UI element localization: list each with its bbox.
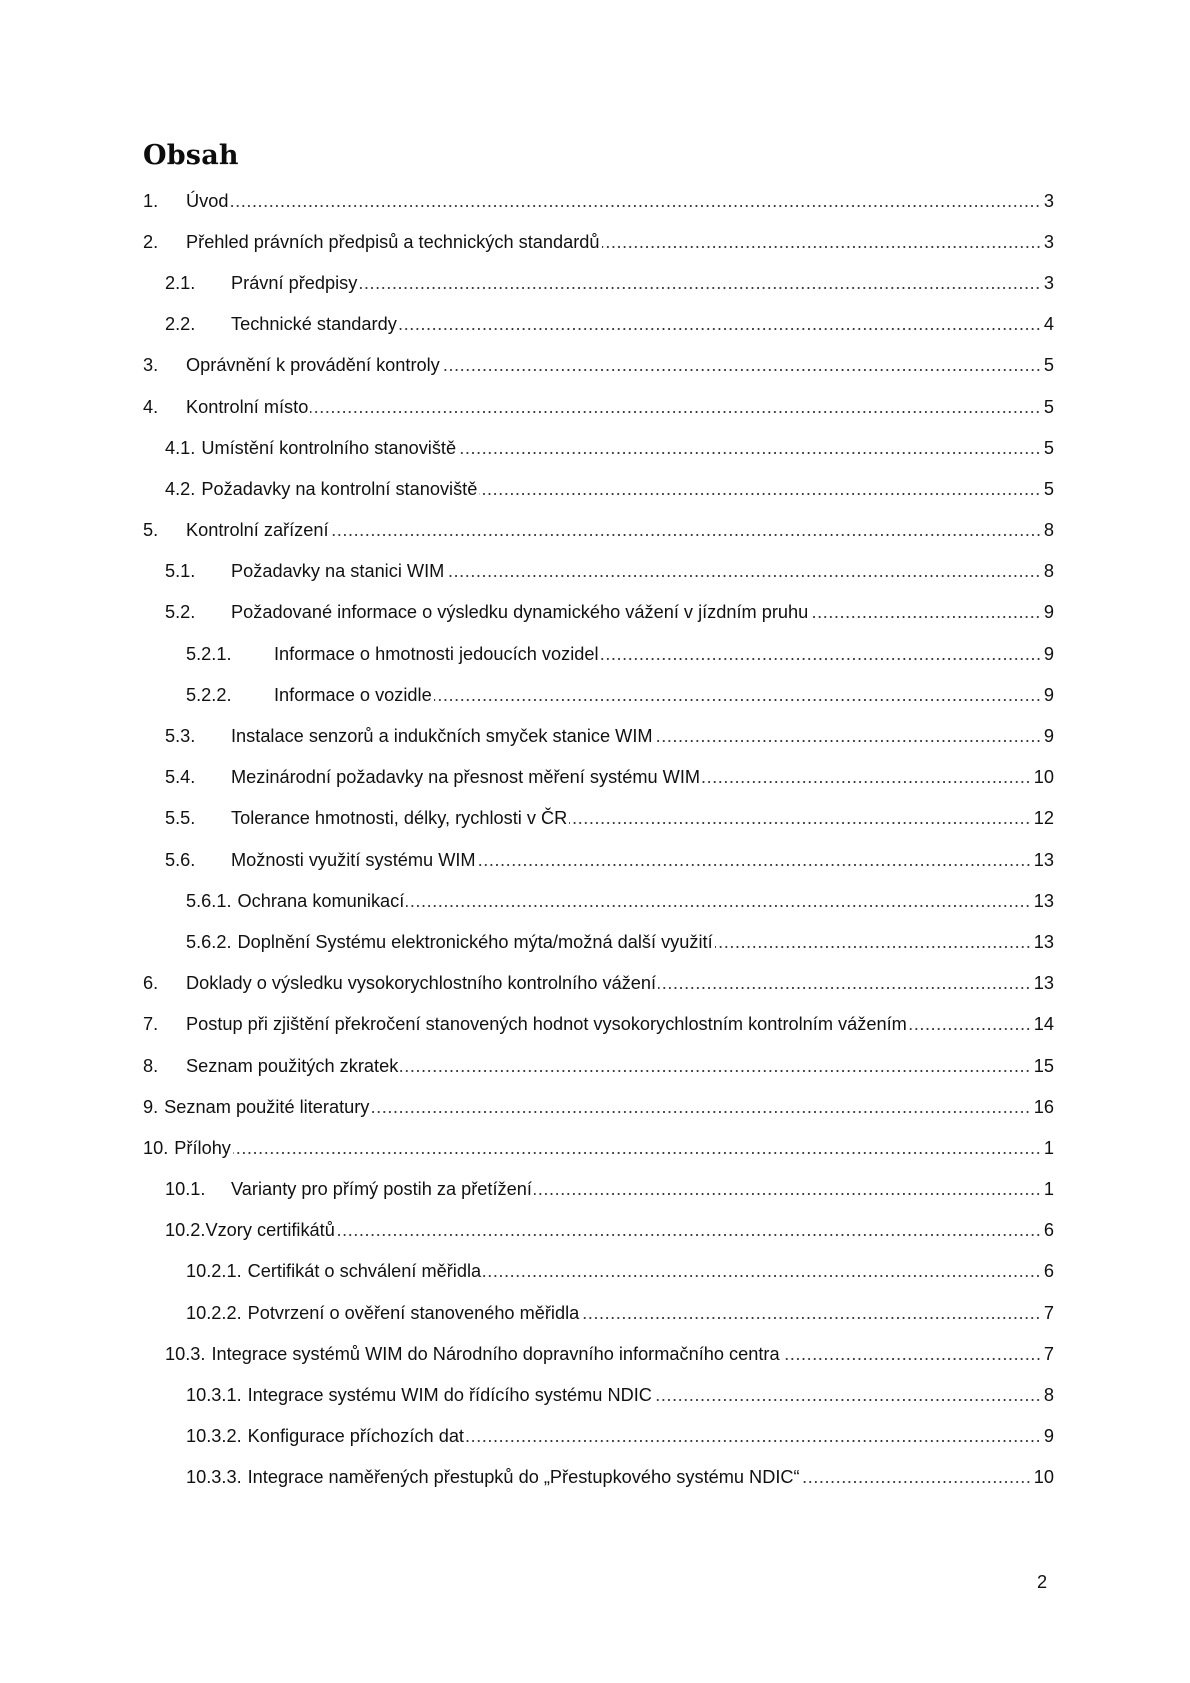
toc-entry-number: 5.2.1. xyxy=(186,643,232,664)
toc-entry-number: 8. xyxy=(143,1055,159,1076)
toc-entry-number: 2.2. xyxy=(165,314,196,335)
toc-entry-page[interactable]: 5 xyxy=(1043,396,1054,417)
toc-entry[interactable] xyxy=(143,1169,1054,1210)
toc-entry-title[interactable]: Instalace senzorů a indukčních smyček stanice WIM xyxy=(231,726,653,747)
dot-leader xyxy=(337,1231,1041,1239)
dot-leader xyxy=(782,1355,1041,1363)
toc-entry-page[interactable]: 13 xyxy=(1033,931,1054,952)
dot-leader xyxy=(715,943,1031,951)
toc-entry-page[interactable]: 10 xyxy=(1033,767,1054,788)
toc-entry-number: 5.4. xyxy=(165,767,196,788)
toc-entry[interactable] xyxy=(143,921,1054,962)
dot-leader xyxy=(534,1190,1041,1198)
toc-entry[interactable] xyxy=(143,1374,1054,1415)
toc-entry[interactable] xyxy=(143,304,1054,345)
toc-entry-page[interactable]: 10 xyxy=(1033,1467,1054,1488)
toc-entry-number: 5.2.2. xyxy=(186,684,232,705)
toc-entry-number: 5.2. xyxy=(165,602,196,623)
toc-entry-page[interactable]: 5 xyxy=(1043,355,1054,376)
toc-entry-title[interactable]: Vzory certifikátů xyxy=(205,1220,335,1241)
toc-entry-title[interactable]: Potvrzení o ověření stanoveného měřidla xyxy=(247,1302,580,1323)
dot-leader xyxy=(442,366,1041,374)
toc-entry-title[interactable]: Právní předpisy xyxy=(231,272,358,293)
toc-entry[interactable] xyxy=(143,468,1054,509)
toc-entry-title[interactable]: Přílohy xyxy=(174,1137,231,1158)
toc-entry-number: 4. xyxy=(143,396,159,417)
toc-entry-number: 5.3. xyxy=(165,726,196,747)
dot-leader xyxy=(483,1272,1041,1280)
dot-leader xyxy=(654,1396,1041,1404)
toc-entry-title[interactable]: Možnosti využití systému WIM xyxy=(231,849,476,870)
toc-entry-page[interactable]: 3 xyxy=(1043,190,1054,211)
toc-entry[interactable] xyxy=(143,963,1054,1004)
table-of-contents xyxy=(143,180,1054,1498)
toc-entry[interactable] xyxy=(143,633,1054,674)
toc-entry-page[interactable]: 13 xyxy=(1033,973,1054,994)
toc-entry-page[interactable]: 12 xyxy=(1033,808,1054,829)
dot-leader xyxy=(230,202,1040,210)
dot-leader xyxy=(434,696,1041,704)
toc-entry-number: 6. xyxy=(143,973,159,994)
toc-entry-number: 4.2. xyxy=(165,478,196,499)
dot-leader xyxy=(406,902,1030,910)
toc-entry[interactable] xyxy=(143,1086,1054,1127)
dot-leader xyxy=(359,284,1041,292)
toc-entry-page[interactable]: 3 xyxy=(1043,231,1054,252)
page-number: 2 xyxy=(1037,1572,1048,1592)
toc-entry-number: 5.6.1. xyxy=(186,890,232,911)
dot-leader xyxy=(602,243,1041,251)
toc-entry-page[interactable]: 15 xyxy=(1033,1055,1054,1076)
toc-entry-title[interactable]: Doklady o výsledku vysokorychlostního kontrolního vážení xyxy=(186,973,657,994)
toc-entry-title[interactable]: Přehled právních předpisů a technických standardů xyxy=(186,231,600,252)
dot-leader xyxy=(655,737,1041,745)
toc-entry[interactable] xyxy=(143,221,1054,262)
dot-leader xyxy=(909,1025,1031,1033)
toc-entry[interactable] xyxy=(143,1251,1054,1292)
toc-entry-number: 5.1. xyxy=(165,561,196,582)
toc-entry-title[interactable]: Kontrolní místo xyxy=(186,396,309,417)
toc-entry-page[interactable]: 16 xyxy=(1033,1096,1054,1117)
toc-entry[interactable] xyxy=(143,592,1054,633)
toc-entry-page[interactable]: 9 xyxy=(1043,1426,1054,1447)
toc-entry-title[interactable]: Integrace systémů WIM do Národního dopravního informačního centra xyxy=(211,1343,780,1364)
page-title: Obsah xyxy=(143,140,239,171)
toc-entry-title[interactable]: Certifikát o schválení měřidla xyxy=(247,1261,482,1282)
toc-entry-number: 10.1. xyxy=(165,1179,206,1200)
toc-entry[interactable] xyxy=(143,1127,1054,1168)
dot-leader xyxy=(478,861,1031,869)
toc-entry-number: 10.2.1. xyxy=(186,1261,242,1282)
toc-entry[interactable] xyxy=(143,1045,1054,1086)
dot-leader xyxy=(479,490,1041,498)
toc-entry-title[interactable]: Seznam použitých zkratek xyxy=(186,1055,399,1076)
toc-entry-title[interactable]: Požadované informace o výsledku dynamického vážení v jízdním pruhu xyxy=(231,602,809,623)
toc-entry-number: 5. xyxy=(143,520,159,541)
toc-entry-page[interactable]: 8 xyxy=(1043,561,1054,582)
toc-entry-title[interactable]: Integrace naměřených přestupků do „Přestupkového systému NDIC“ xyxy=(247,1467,800,1488)
dot-leader xyxy=(233,1149,1041,1157)
dot-leader xyxy=(458,449,1041,457)
dot-leader xyxy=(601,655,1041,663)
toc-entry-page[interactable]: 6 xyxy=(1043,1220,1054,1241)
toc-entry[interactable] xyxy=(143,674,1054,715)
toc-entry-page[interactable]: 13 xyxy=(1033,890,1054,911)
toc-entry[interactable] xyxy=(143,880,1054,921)
dot-leader xyxy=(371,1108,1030,1116)
toc-entry[interactable] xyxy=(143,1210,1054,1251)
toc-entry[interactable] xyxy=(143,1004,1054,1045)
dot-leader xyxy=(400,1067,1030,1075)
toc-entry-number: 5.6.2. xyxy=(186,931,232,952)
dot-leader xyxy=(399,325,1041,333)
toc-entry-page[interactable]: 1 xyxy=(1043,1179,1054,1200)
toc-entry-page[interactable]: 9 xyxy=(1043,602,1054,623)
toc-entry-title[interactable]: Seznam použité literatury xyxy=(164,1096,370,1117)
toc-entry-page[interactable]: 1 xyxy=(1043,1137,1054,1158)
toc-entry[interactable] xyxy=(143,510,1054,551)
toc-entry-page[interactable]: 8 xyxy=(1043,1385,1054,1406)
toc-entry-title[interactable]: Integrace systému WIM do řídícího systému NDIC xyxy=(247,1385,652,1406)
toc-entry-number: 10.2.2. xyxy=(186,1302,242,1323)
toc-entry-number: 5.6. xyxy=(165,849,196,870)
toc-entry-number: 2. xyxy=(143,231,159,252)
toc-entry[interactable] xyxy=(143,1416,1054,1457)
toc-entry-number: 10.3.1. xyxy=(186,1385,242,1406)
toc-entry-title[interactable]: Konfigurace příchozích dat xyxy=(247,1426,464,1447)
toc-entry-page[interactable]: 8 xyxy=(1043,520,1054,541)
toc-entry-title[interactable]: Oprávnění k provádění kontroly xyxy=(186,355,440,376)
toc-entry-page[interactable]: 9 xyxy=(1043,643,1054,664)
toc-entry-number: 10.3.2. xyxy=(186,1426,242,1447)
toc-entry-title[interactable]: Požadavky na kontrolní stanoviště xyxy=(201,478,478,499)
toc-entry-number: 10.2. xyxy=(165,1220,206,1241)
toc-entry-number: 10.3. xyxy=(165,1343,206,1364)
toc-entry-title[interactable]: Mezinárodní požadavky na přesnost měření systému WIM xyxy=(231,767,701,788)
toc-entry-title[interactable]: Postup při zjištění překročení stanovených hodnot vysokorychlostním kontrolním vážením xyxy=(186,1014,907,1035)
toc-entry-page[interactable]: 9 xyxy=(1043,726,1054,747)
toc-entry-title[interactable]: Doplnění Systému elektronického mýta/možná další využití xyxy=(237,931,713,952)
toc-entry[interactable] xyxy=(143,798,1054,839)
dot-leader xyxy=(581,1314,1041,1322)
dot-leader xyxy=(569,819,1031,827)
dot-leader xyxy=(802,1478,1031,1486)
toc-entry-page[interactable]: 9 xyxy=(1043,684,1054,705)
toc-entry[interactable] xyxy=(143,262,1054,303)
dot-leader xyxy=(446,572,1041,580)
toc-entry-title[interactable]: Umístění kontrolního stanoviště xyxy=(201,437,457,458)
toc-entry-number: 9. xyxy=(143,1096,159,1117)
toc-entry[interactable] xyxy=(143,386,1054,427)
toc-entry-page[interactable]: 4 xyxy=(1043,314,1054,335)
toc-entry-page[interactable]: 5 xyxy=(1043,437,1054,458)
toc-entry-number: 7. xyxy=(143,1014,159,1035)
dot-leader xyxy=(331,531,1041,539)
dot-leader xyxy=(658,984,1031,992)
toc-entry[interactable] xyxy=(143,345,1054,386)
toc-entry-number: 2.1. xyxy=(165,272,196,293)
toc-entry-page[interactable]: 14 xyxy=(1033,1014,1054,1035)
toc-entry[interactable] xyxy=(143,757,1054,798)
toc-entry-page[interactable]: 3 xyxy=(1043,272,1054,293)
toc-entry[interactable] xyxy=(143,1292,1054,1333)
toc-entry[interactable] xyxy=(143,427,1054,468)
toc-entry[interactable] xyxy=(143,551,1054,592)
toc-entry-number: 3. xyxy=(143,355,159,376)
toc-entry-title[interactable]: Tolerance hmotnosti, délky, rychlosti v ČR xyxy=(231,808,568,829)
toc-entry-title[interactable]: Informace o hmotnosti jedoucích vozidel xyxy=(274,643,599,664)
toc-entry-title[interactable]: Ochrana komunikací xyxy=(237,890,405,911)
toc-entry[interactable] xyxy=(143,839,1054,880)
toc-entry-title[interactable]: Informace o vozidle xyxy=(274,684,432,705)
toc-entry-number: 4.1. xyxy=(165,437,196,458)
toc-entry-page[interactable]: 7 xyxy=(1043,1343,1054,1364)
toc-entry-title[interactable]: Varianty pro přímý postih za přetížení xyxy=(231,1179,532,1200)
dot-leader xyxy=(810,613,1041,621)
toc-entry-page[interactable]: 13 xyxy=(1033,849,1054,870)
toc-entry[interactable] xyxy=(143,715,1054,756)
toc-entry-page[interactable]: 7 xyxy=(1043,1302,1054,1323)
dot-leader xyxy=(702,778,1031,786)
toc-entry[interactable] xyxy=(143,1457,1054,1498)
toc-entry-title[interactable]: Požadavky na stanici WIM xyxy=(231,561,445,582)
dot-leader xyxy=(466,1437,1041,1445)
toc-entry-page[interactable]: 5 xyxy=(1043,478,1054,499)
toc-entry-number: 1. xyxy=(143,190,159,211)
dot-leader xyxy=(310,408,1041,416)
toc-entry-page[interactable]: 6 xyxy=(1043,1261,1054,1282)
toc-entry[interactable] xyxy=(143,180,1054,221)
toc-entry-number: 10. xyxy=(143,1137,169,1158)
toc-entry-title[interactable]: Úvod xyxy=(186,190,229,211)
toc-entry-title[interactable]: Kontrolní zařízení xyxy=(186,520,329,541)
toc-entry-number: 10.3.3. xyxy=(186,1467,242,1488)
toc-entry[interactable] xyxy=(143,1333,1054,1374)
toc-entry-title[interactable]: Technické standardy xyxy=(231,314,397,335)
toc-entry-number: 5.5. xyxy=(165,808,196,829)
